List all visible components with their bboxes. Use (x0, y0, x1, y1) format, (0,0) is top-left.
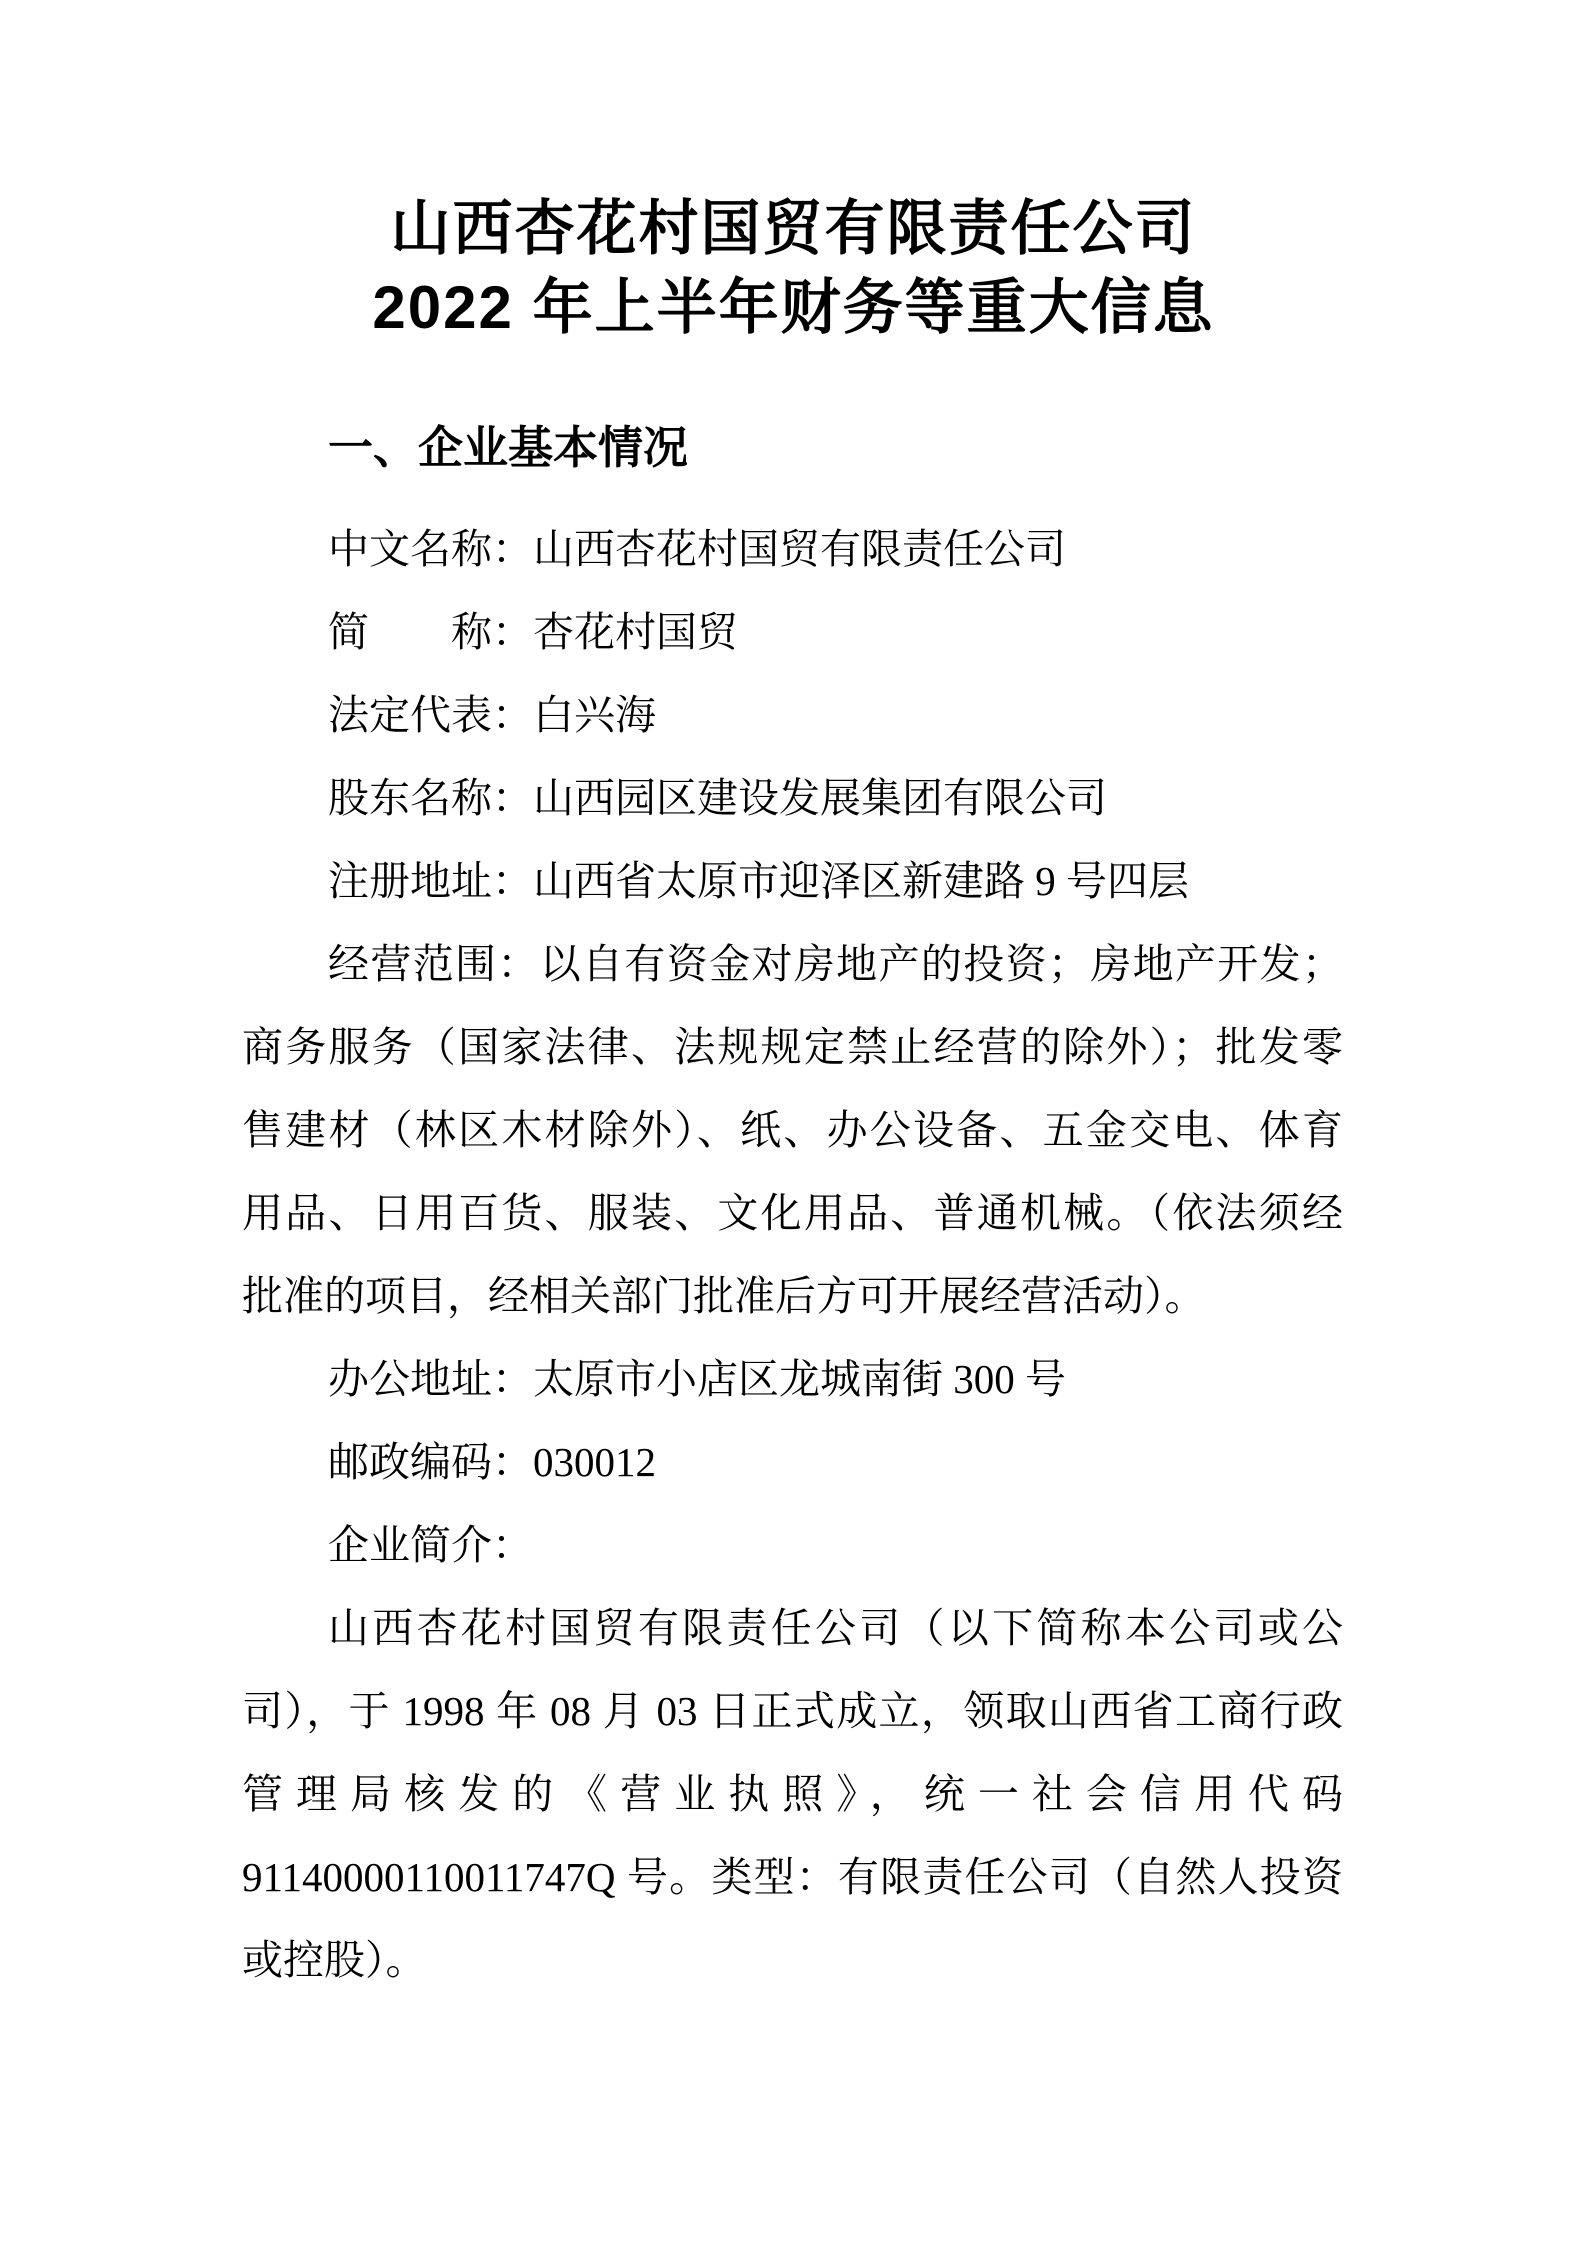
body-line-business-scope-3: 售建材（林区木材除外）、纸、办公设备、五金交电、体育 (242, 1107, 1343, 1153)
body-line-chinese-name: 中文名称：山西杏花村国贸有限责任公司 (328, 526, 1066, 572)
body-line-profile-3: 管理局核发的《营业执照》，统一社会信用代码 (242, 1771, 1343, 1817)
body-line-office-addr: 办公地址：太原市小店区龙城南街 300 号 (328, 1356, 1066, 1402)
body-line-business-scope-2: 商务服务（国家法律、法规规定禁止经营的除外）；批发零 (242, 1024, 1343, 1070)
body-line-postal-code: 邮政编码：030012 (328, 1439, 656, 1485)
body-line-legal-rep: 法定代表：白兴海 (328, 692, 656, 738)
body-line-profile-1: 山西杏花村国贸有限责任公司（以下简称本公司或公 (328, 1605, 1343, 1651)
body-line-profile-2: 司），于 1998 年 08 月 03 日正式成立，领取山西省工商行政 (242, 1688, 1343, 1734)
title-line-1: 山西杏花村国贸有限责任公司 (390, 195, 1197, 262)
body-line-profile-5: 或控股）。 (242, 1937, 427, 1983)
body-line-business-scope-1: 经营范围：以自有资金对房地产的投资；房地产开发； (328, 941, 1343, 987)
body-line-short-name: 简 称：杏花村国贸 (328, 609, 738, 655)
body-line-business-scope-4: 用品、日用百货、服装、文化用品、普通机械。（依法须经 (242, 1190, 1343, 1236)
title-line-2: 2022 年上半年财务等重大信息 (372, 274, 1215, 341)
body-line-profile-label: 企业简介： (328, 1522, 533, 1568)
body-line-profile-4: 91140000110011747Q 号。类型：有限责任公司（自然人投资 (242, 1854, 1343, 1900)
document-body (242, 508, 1343, 2002)
document-title (0, 189, 1587, 347)
section-heading: 一、企业基本情况 (328, 422, 689, 473)
body-line-shareholder: 股东名称：山西园区建设发展集团有限公司 (328, 775, 1107, 821)
body-line-registered-addr: 注册地址：山西省太原市迎泽区新建路 9 号四层 (328, 858, 1189, 904)
body-line-business-scope-5: 批准的项目，经相关部门批准后方可开展经营活动）。 (242, 1273, 1206, 1319)
